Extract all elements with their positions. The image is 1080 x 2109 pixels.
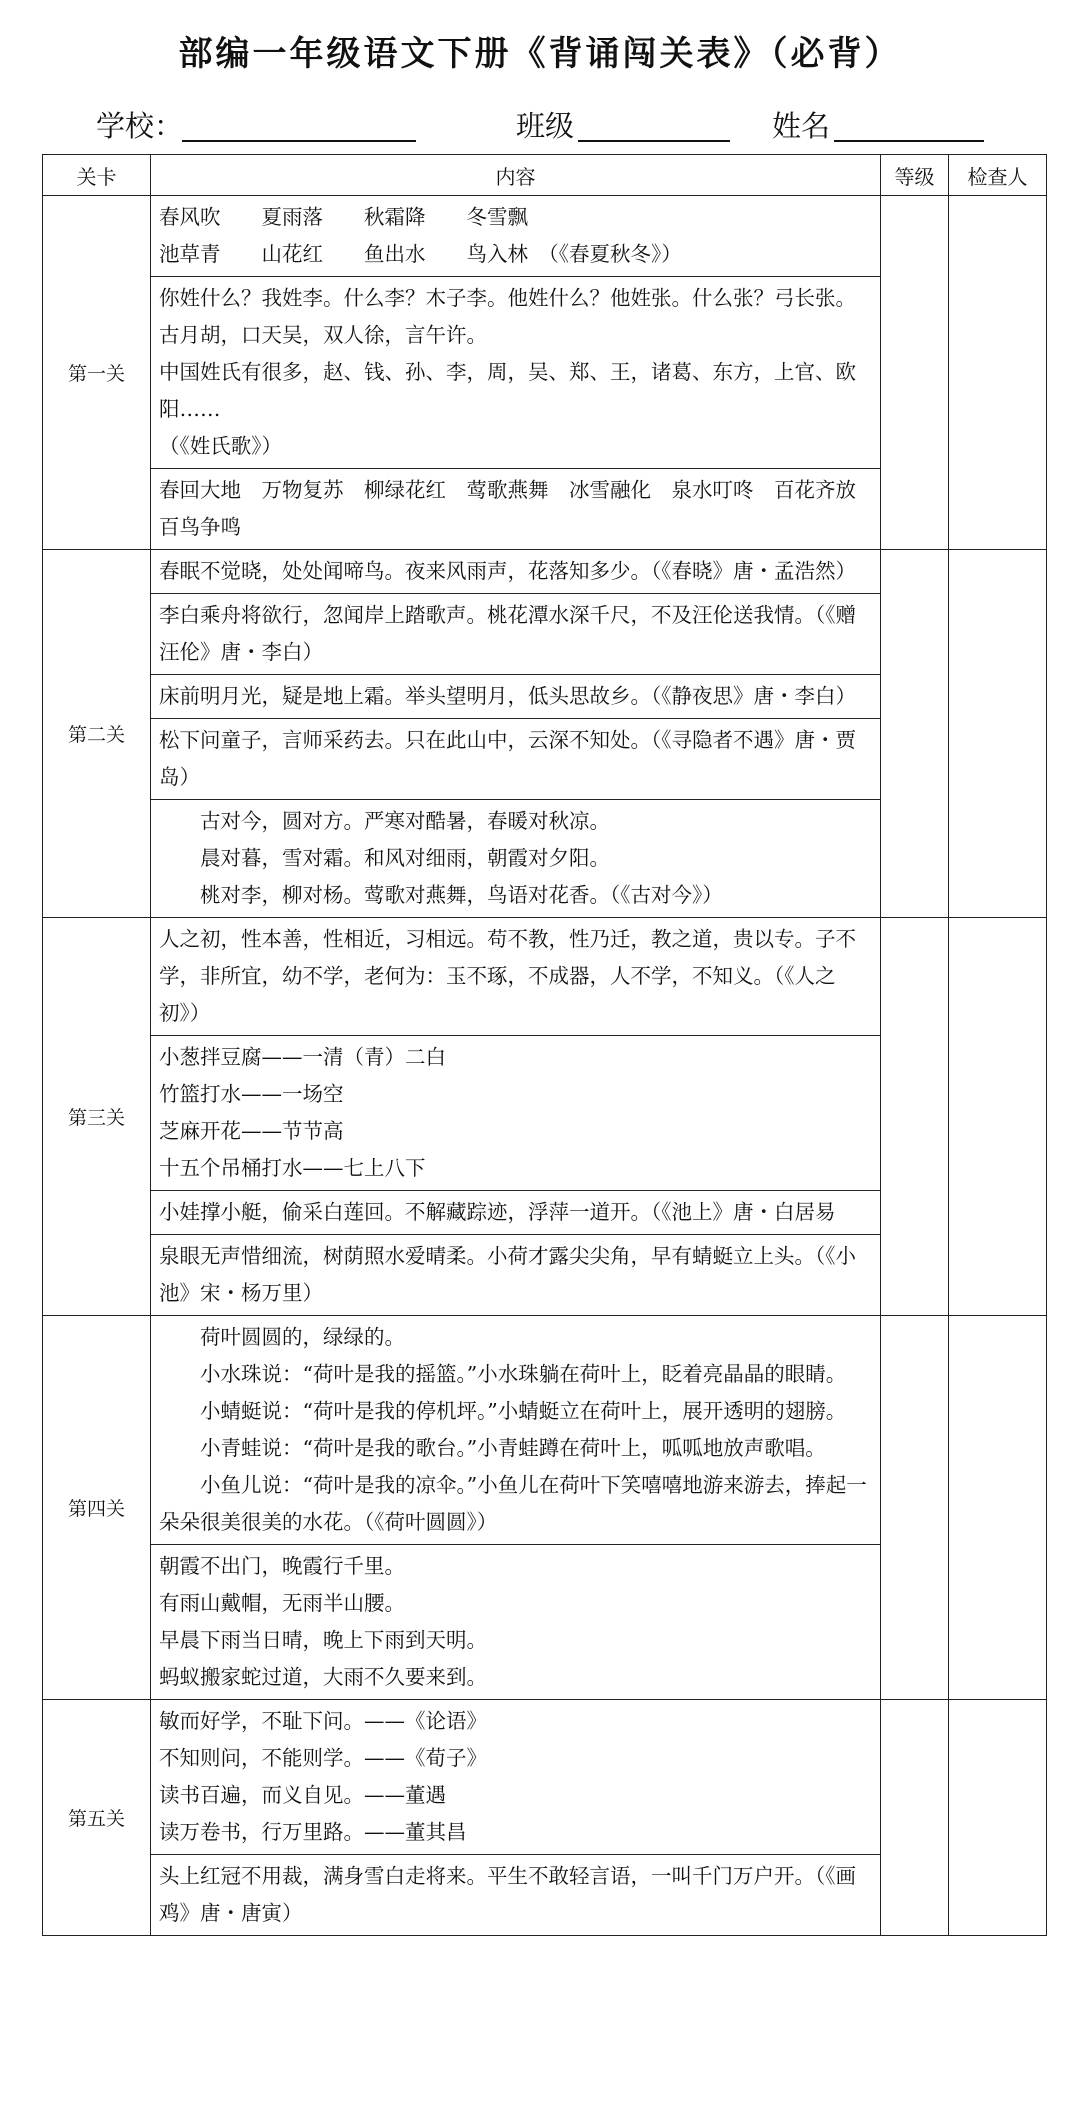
grade-cell[interactable] <box>881 1316 949 1700</box>
content-text <box>151 1191 880 1234</box>
grade-cell[interactable] <box>881 1700 949 1936</box>
content-text <box>151 594 880 674</box>
content-line: 泉眼无声惜细流，树荫照水爱晴柔。小荷才露尖尖角，早有蜻蜓立上头。（《小池》宋・杨万里） <box>159 1244 856 1305</box>
content-line: 朝霞不出门，晚霞行千里。 <box>159 1554 405 1578</box>
content-line: 人之初，性本善，性相近，习相远。苟不教，性乃迁，教之道，贵以专。子不学，非所宜，幼不学，老何为：玉不琢，不成器，人不学，不知义。（《人之初》） <box>159 927 856 1025</box>
content-line: 蚂蚁搬家蛇过道，大雨不久要来到。 <box>159 1665 487 1689</box>
content-line: 荷叶圆圆的，绿绿的。 <box>200 1325 405 1349</box>
content-cell <box>151 550 881 594</box>
recitation-table <box>42 154 1047 1936</box>
checker-cell[interactable] <box>949 196 1047 550</box>
table-body <box>43 196 1047 1936</box>
content-text <box>151 1316 880 1544</box>
content-text <box>151 675 880 718</box>
info-row <box>96 104 1036 144</box>
level-cell: 第四关 <box>43 1316 151 1700</box>
content-line: 小水珠说：“荷叶是我的摇篮。”小水珠躺在荷叶上，眨着亮晶晶的眼睛。 <box>200 1362 847 1386</box>
content-line: 读万卷书，行万里路。——董其昌 <box>159 1820 467 1844</box>
content-text <box>151 1036 880 1190</box>
content-cell <box>151 1855 881 1936</box>
content-line: 古对今，圆对方。严寒对酷暑，春暖对秋凉。 <box>200 809 610 833</box>
class-label: 班级 <box>516 109 575 143</box>
content-line: 晨对暮，雪对霜。和风对细雨，朝霞对夕阳。 <box>200 846 610 870</box>
content-line: 春回大地 万物复苏 柳绿花红 莺歌燕舞 冰雪融化 泉水叮咚 百花齐放 百鸟争鸣 <box>159 478 877 539</box>
header-checker: 检查人 <box>949 155 1047 196</box>
content-line: 春眠不觉晓，处处闻啼鸟。夜来风雨声，花落知多少。（《春晓》唐・孟浩然） <box>159 559 856 583</box>
level-cell: 第三关 <box>43 918 151 1316</box>
content-cell <box>151 1545 881 1700</box>
level-cell: 第一关 <box>43 196 151 550</box>
content-line: （《姓氏歌》） <box>159 434 282 458</box>
grade-cell[interactable] <box>881 918 949 1316</box>
table-row <box>43 918 1047 1036</box>
header-grade: 等级 <box>881 155 949 196</box>
content-text <box>151 277 880 468</box>
content-line: 李白乘舟将欲行，忽闻岸上踏歌声。桃花潭水深千尺，不及汪伦送我情。（《赠汪伦》唐・李白） <box>159 603 856 664</box>
content-line: 床前明月光，疑是地上霜。举头望明月，低头思故乡。（《静夜思》唐・李白） <box>159 684 856 708</box>
table-row <box>43 550 1047 594</box>
content-text <box>151 1855 880 1935</box>
content-line: 桃对李，柳对杨。莺歌对燕舞，鸟语对花香。（《古对今》） <box>200 883 723 907</box>
content-text <box>151 469 880 549</box>
content-line: 小蜻蜓说：“荷叶是我的停机坪。”小蜻蜓立在荷叶上，展开透明的翅膀。 <box>200 1399 847 1423</box>
content-line: 十五个吊桶打水——七上八下 <box>159 1156 426 1180</box>
content-line: 小葱拌豆腐——一清（青）二白 <box>159 1045 446 1069</box>
content-cell <box>151 469 881 550</box>
content-cell <box>151 1316 881 1545</box>
content-cell <box>151 918 881 1036</box>
content-line: 小青蛙说：“荷叶是我的歌台。”小青蛙蹲在荷叶上，呱呱地放声歌唱。 <box>200 1436 826 1460</box>
content-cell <box>151 1700 881 1855</box>
content-cell <box>151 196 881 277</box>
level-cell: 第二关 <box>43 550 151 918</box>
content-line: 不知则问，不能则学。——《荀子》 <box>159 1746 487 1770</box>
checker-cell[interactable] <box>949 1700 1047 1936</box>
page-title: 部编一年级语文下册《背诵闯关表》（必背） <box>178 34 902 74</box>
content-line: 小鱼儿说：“荷叶是我的凉伞。”小鱼儿在荷叶下笑嘻嘻地游来游去，捧起一朵朵很美很美的水花。（《荷叶圆圆》） <box>159 1473 867 1534</box>
content-cell <box>151 1191 881 1235</box>
content-line: 早晨下雨当日晴，晚上下雨到天明。 <box>159 1628 487 1652</box>
content-text <box>151 196 880 276</box>
content-cell <box>151 1235 881 1316</box>
content-text <box>151 719 880 799</box>
content-text <box>151 1235 880 1315</box>
content-line: 小娃撑小艇，偷采白莲回。不解藏踪迹，浮萍一道开。（《池上》唐・白居易 <box>159 1200 836 1224</box>
content-text <box>151 800 880 917</box>
content-line: 有雨山戴帽，无雨半山腰。 <box>159 1591 405 1615</box>
content-line: 春风吹 夏雨落 秋霜降 冬雪飘 <box>159 205 528 229</box>
content-cell <box>151 800 881 918</box>
class-blank <box>578 140 730 142</box>
content-line: 芝麻开花——节节高 <box>159 1119 344 1143</box>
content-line: 敏而好学，不耻下问。——《论语》 <box>159 1709 487 1733</box>
content-cell <box>151 594 881 675</box>
name-label: 姓名 <box>772 109 831 143</box>
content-line: 中国姓氏有很多，赵、钱、孙、李，周，吴、郑、王，诸葛、东方，上官、欧阳…… <box>159 360 856 421</box>
content-cell <box>151 1036 881 1191</box>
header-content: 内容 <box>151 155 881 196</box>
content-line: 头上红冠不用裁，满身雪白走将来。平生不敢轻言语，一叫千门万户开。（《画鸡》唐・唐寅） <box>159 1864 856 1925</box>
name-blank <box>834 140 984 142</box>
content-line: 池草青 山花红 鱼出水 鸟入林 （《春夏秋冬》） <box>159 242 682 266</box>
content-cell <box>151 675 881 719</box>
table-row <box>43 1700 1047 1855</box>
header-level: 关卡 <box>43 155 151 196</box>
content-text <box>151 1545 880 1699</box>
content-line: 读书百遍，而义自见。——董遇 <box>159 1783 446 1807</box>
table-row <box>43 196 1047 277</box>
content-cell <box>151 719 881 800</box>
content-text <box>151 918 880 1035</box>
table-row <box>43 1316 1047 1545</box>
school-blank <box>182 140 416 142</box>
checker-cell[interactable] <box>949 1316 1047 1700</box>
content-text <box>151 550 880 593</box>
grade-cell[interactable] <box>881 550 949 918</box>
school-label: 学校： <box>96 109 184 143</box>
header-row <box>43 155 1047 196</box>
content-line: 竹篮打水——一场空 <box>159 1082 344 1106</box>
checker-cell[interactable] <box>949 918 1047 1316</box>
content-text <box>151 1700 880 1854</box>
content-line: 你姓什么？我姓李。什么李？木子李。他姓什么？他姓张。什么张？弓长张。古月胡，口天吴，双人徐，言午许。 <box>159 286 856 347</box>
level-cell: 第五关 <box>43 1700 151 1936</box>
content-cell <box>151 277 881 469</box>
grade-cell[interactable] <box>881 196 949 550</box>
checker-cell[interactable] <box>949 550 1047 918</box>
content-line: 松下问童子，言师采药去。只在此山中，云深不知处。（《寻隐者不遇》唐・贾岛） <box>159 728 856 789</box>
